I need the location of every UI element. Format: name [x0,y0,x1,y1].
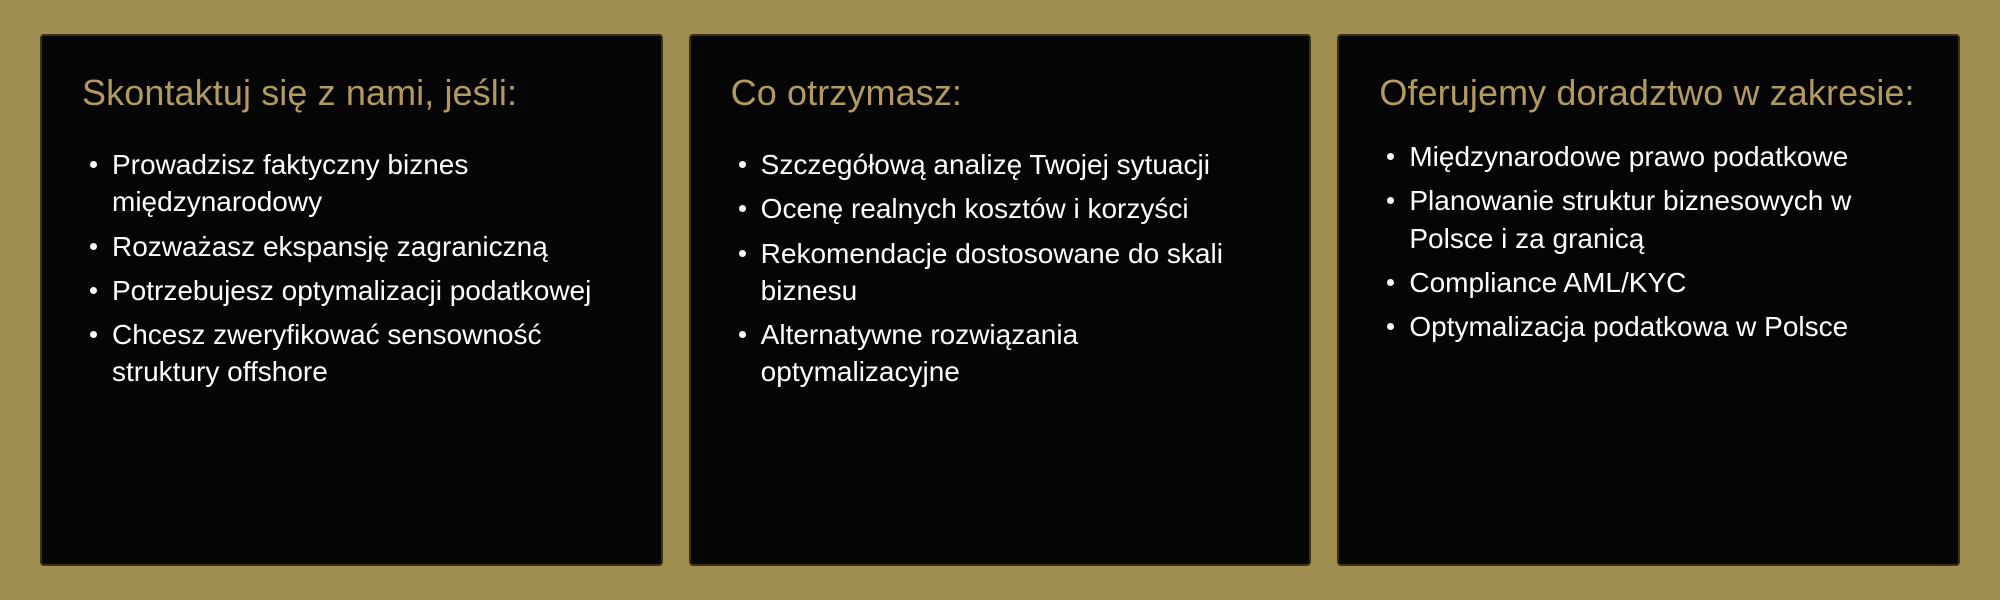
card-title: Oferujemy doradztwo w zakresie: [1379,72,1915,113]
list-item: Ocenę realnych kosztów i korzyści [731,190,1270,227]
card-bullet-list [1379,138,1918,352]
list-item: Rekomendacje dostosowane do skali biznesu [731,235,1270,309]
list-item: Compliance AML/KYC [1379,264,1918,301]
list-item: Rozważasz ekspansję zagraniczną [82,228,621,265]
card-advisory-scope [1337,34,1960,566]
card-what-you-get [689,34,1312,566]
list-item: Optymalizacja podatkowa w Polsce [1379,308,1918,345]
list-item: Chcesz zweryfikować sensowność struktury offshore [82,316,621,390]
list-item: Międzynarodowe prawo podatkowe [1379,138,1918,175]
card-bullet-list [731,146,1270,397]
list-item: Prowadzisz faktyczny biznes międzynarodowy [82,146,621,220]
card-bullet-list [82,146,621,397]
list-item: Szczegółową analizę Twojej sytuacji [731,146,1270,183]
card-contact-us [40,34,663,566]
card-title: Skontaktuj się z nami, jeśli: [82,72,518,113]
list-item: Planowanie struktur biznesowych w Polsce i za granicą [1379,182,1918,256]
list-item: Potrzebujesz optymalizacji podatkowej [82,272,621,309]
card-title: Co otrzymasz: [730,72,963,113]
list-item: Alternatywne rozwiązania optymalizacyjne [731,316,1270,390]
